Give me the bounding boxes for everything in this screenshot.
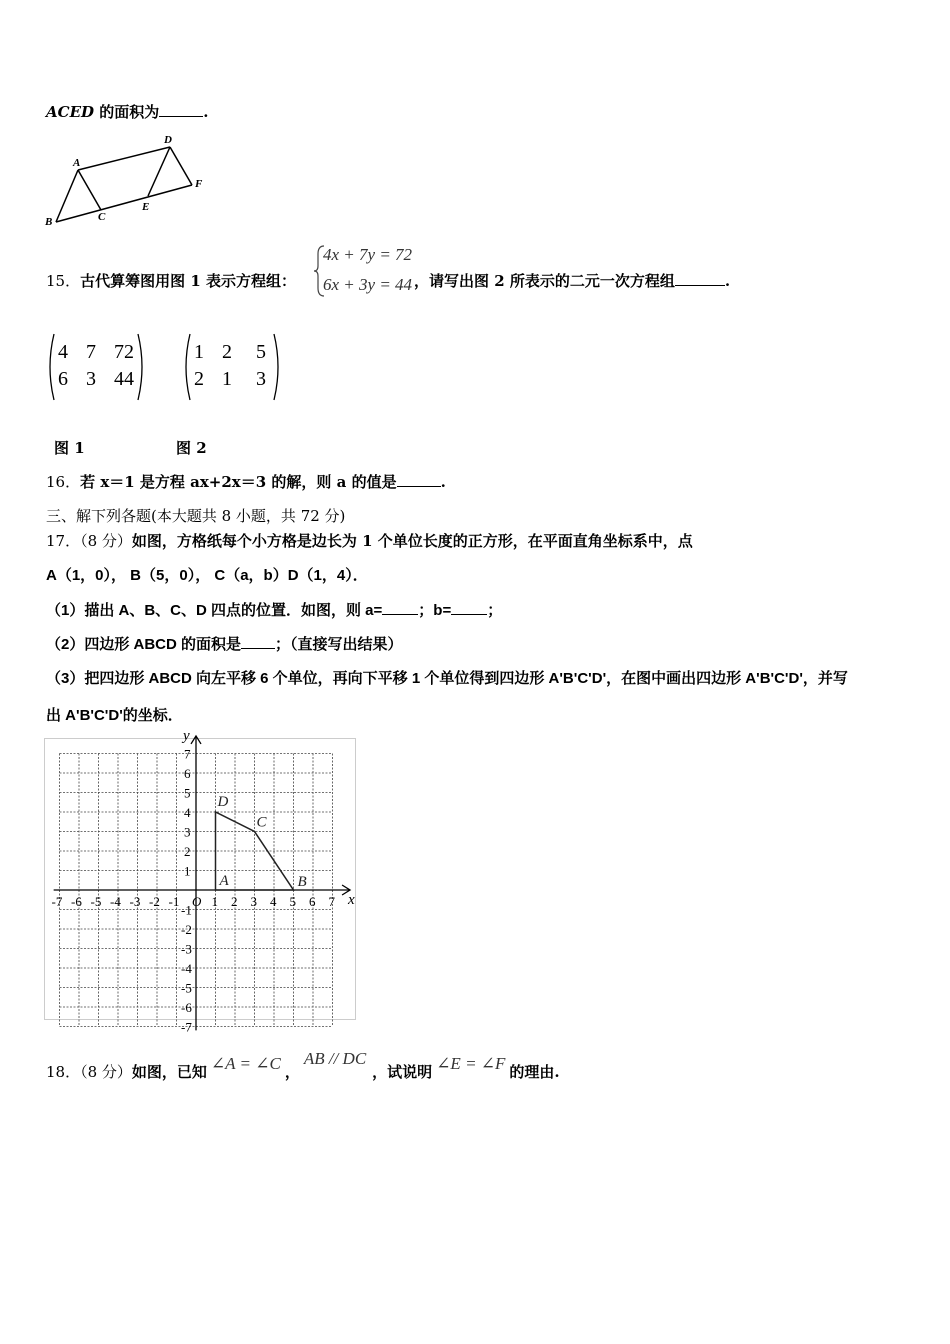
q14-answer-blank[interactable] [159, 102, 203, 117]
point-label-a: A [219, 873, 229, 889]
q16-number: 16． [46, 473, 81, 491]
x-tick-label: 7 [328, 894, 335, 909]
q16-answer-blank[interactable] [397, 472, 441, 487]
x-axis-label: x [348, 892, 355, 908]
fig14-label-e: E [142, 201, 150, 213]
equation-2: 6x + 3y = 44 [323, 275, 413, 294]
y-tick-label: 7 [184, 746, 191, 762]
point-label-d: D [217, 794, 229, 810]
x-tick-label: O [192, 894, 202, 909]
figure-1-caption: 图 1 [54, 439, 85, 457]
q14-aced: ACED [46, 103, 95, 121]
q17-part-2: （2）四边形 ABCD 的面积是 ；（直接写出结果） [46, 636, 403, 653]
x-tick-label: 3 [250, 894, 257, 909]
y-tick-label: 5 [184, 785, 191, 801]
fig14-label-b: B [45, 216, 53, 228]
figure-2-caption: 图 2 [176, 439, 207, 457]
q17-part-3-line-2: 出 A'B'C'D'的坐标． [46, 707, 183, 724]
x-tick-label: -2 [149, 894, 160, 909]
section-3-heading: 三、解下列各题(本大题共 8 小题，共 72 分) [46, 507, 346, 525]
parallelogram-figure [40, 130, 215, 230]
y-tick-label: 4 [184, 805, 191, 820]
fig14-label-c: C [98, 211, 106, 223]
matrix-figure-2: 1 2 5 2 1 3 [180, 330, 284, 404]
q16-text: 若 x＝1 是方程 ax+2x＝3 的解，则 a 的值是 [80, 473, 397, 491]
y-tick-label: -6 [181, 1000, 192, 1015]
y-tick-label: -4 [181, 961, 192, 976]
point-label-c: C [256, 814, 267, 831]
q16-line: 16．若 x＝1 是方程 ax+2x＝3 的解，则 a 的值是 . [46, 473, 446, 491]
y-axis-label: y [183, 727, 190, 744]
q15-answer-blank[interactable] [675, 271, 725, 286]
x-tick-label: 4 [270, 894, 277, 909]
y-tick-label: -7 [181, 1019, 192, 1035]
x-tick-label: -1 [168, 894, 180, 909]
q15-text-a: 古代算筹图用图 1 表示方程组： [80, 272, 296, 290]
y-tick-label: -5 [181, 980, 192, 996]
x-tick-label: -7 [51, 894, 63, 909]
q18-line: 18．（8 分）如图，已知 ∠A = ∠C ，AB // DC，试说明 ∠E = ∠F 的理由. [46, 1049, 560, 1081]
answer-blank-a[interactable] [382, 600, 418, 615]
angle-equation-ac: ∠A = ∠C [210, 1054, 281, 1073]
matrix-figure-1: 4 7 72 6 3 44 [44, 330, 148, 404]
y-tick-label: 2 [184, 844, 191, 859]
fig14-label-a: A [73, 157, 81, 169]
y-tick-label: 3 [184, 824, 191, 840]
answer-blank-area[interactable] [241, 634, 275, 649]
q17-part-3-line-1: （3）把四边形 ABCD 向左平移 6 个单位，再向下平移 1 个单位得到四边形 A'B'C'D'，在图中画出四边形 A'B'C'D'，并写 [46, 670, 848, 687]
x-tick-label: -4 [110, 894, 121, 909]
q17-line-2: A（1，0）， B（5，0）， C（a，b）D（1，4）． [46, 567, 368, 584]
q15-text-b: ，请写出图 2 所表示的二元一次方程组 [413, 272, 675, 290]
q18-number: 18． [46, 1063, 81, 1081]
equation-1: 4x + 7y = 72 [323, 245, 413, 264]
answer-blank-b[interactable] [451, 600, 487, 615]
q17-line-1: 17．（8 分）如图，方格纸每个小方格是边长为 1 个单位长度的正方形，在平面直角坐标系中，点 [46, 532, 693, 550]
q18-score: （8 分） [80, 1063, 132, 1081]
x-tick-label: 5 [289, 894, 296, 909]
q15-number: 15． [46, 272, 81, 290]
q14-line: ACED 的面积为 . [46, 103, 209, 121]
q14-text: 的面积为 [94, 103, 160, 121]
q17-score: （8 分） [80, 532, 132, 550]
coordinate-grid[interactable] [44, 727, 356, 1035]
point-label-b: B [297, 874, 307, 890]
fig14-label-d: D [164, 134, 172, 146]
parallel-statement: AB // DC [303, 1049, 367, 1068]
q15-line: 15．古代算筹图用图 1 表示方程组： ，请写出图 2 所表示的二元一次方程组 . [46, 272, 731, 290]
x-tick-label: 6 [309, 894, 316, 909]
y-tick-label: -1 [181, 902, 192, 918]
q17-number: 17． [46, 532, 81, 550]
fig14-label-f: F [195, 178, 203, 190]
q17-part-1: （1）描出 A、B、C、D 四点的位置．如图，则 a= ；b= ； [46, 602, 503, 619]
x-tick-label: -5 [90, 894, 102, 909]
x-tick-label: -3 [129, 894, 141, 909]
x-tick-label: 1 [211, 894, 218, 909]
x-tick-label: 2 [231, 894, 238, 909]
y-tick-label: 6 [184, 766, 191, 781]
y-tick-label: -2 [181, 922, 192, 937]
y-tick-label: -3 [181, 941, 192, 957]
angle-equation-ef: ∠E = ∠F [436, 1054, 506, 1073]
y-tick-label: 1 [184, 863, 191, 879]
x-tick-label: -6 [71, 894, 82, 909]
